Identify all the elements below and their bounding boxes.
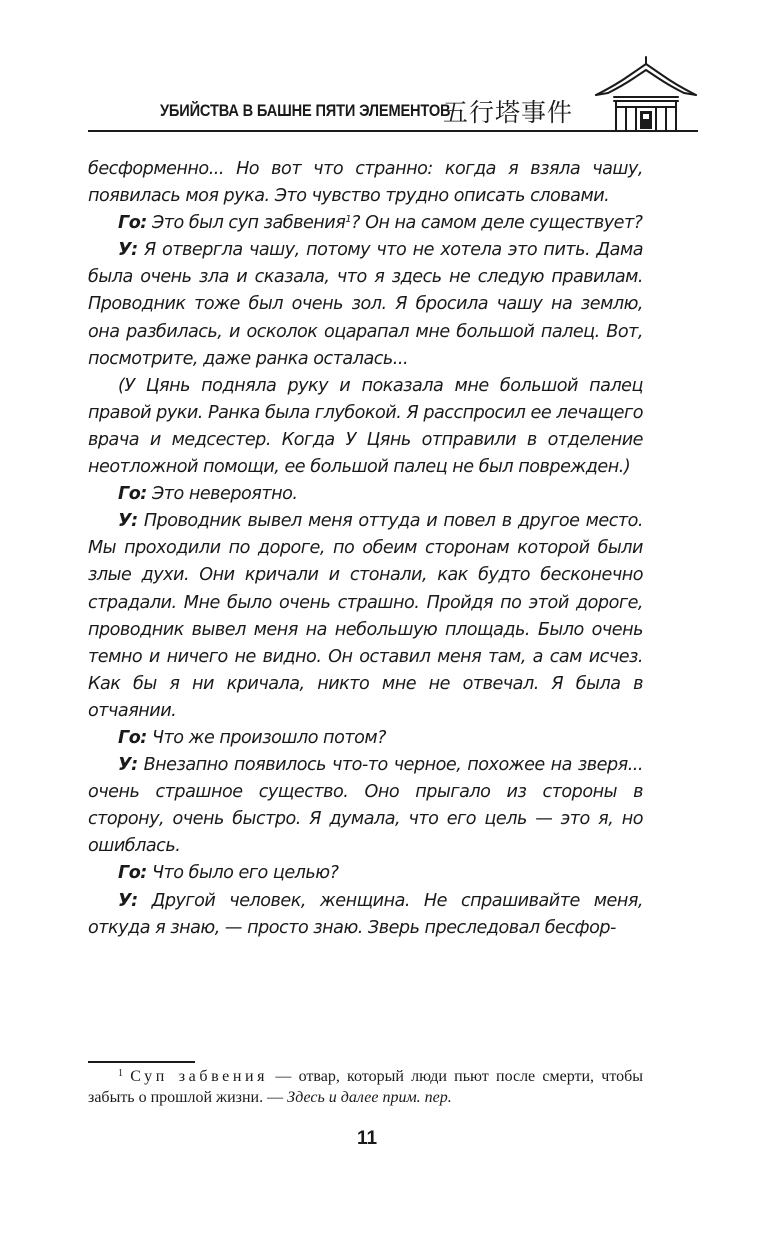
speaker-label: Го:: [118, 727, 147, 748]
pagoda-icon: [592, 55, 700, 133]
header-rule: [88, 130, 698, 132]
paragraph: [88, 481, 643, 508]
footnote-term: Суп забвения: [130, 1068, 269, 1085]
dialogue-text: Что же произошло потом?: [151, 727, 386, 748]
dialogue-text: Это невероятно.: [151, 484, 298, 505]
paragraph: бесформенно... Но вот что странно: когда я взяла чашу, появилась моя рука. Это чувство трудно описать словами.: [88, 159, 643, 207]
page-number: 11: [356, 1128, 378, 1149]
speaker-label: У:: [118, 755, 138, 776]
speaker-label: Го:: [118, 484, 147, 505]
body-text: [88, 156, 643, 942]
speaker-label: Го:: [118, 863, 147, 884]
dialogue-text: Что было его целью?: [151, 863, 339, 884]
running-header: [0, 0, 768, 140]
paragraph: [88, 237, 643, 372]
dialogue-text: Внезапно появилось что-то черное, похожее на зверя... очень страшное существо. Оно прыгало из стороны в сторону, очень быстро. Я думала, что его цель — это я, но ошиблась.: [88, 755, 643, 857]
paragraph: [88, 725, 643, 752]
footnote-number: 1: [118, 1068, 123, 1079]
speaker-label: У:: [118, 240, 138, 261]
dialogue-text: ? Он на самом деле существует?: [351, 213, 643, 234]
speaker-label: У:: [118, 890, 138, 911]
footnote-text: — отвар, который люди пьют после смерти, чтобы забыть о прошлой жизни. —: [88, 1068, 644, 1106]
footnote: [88, 1067, 643, 1108]
speaker-label: Го:: [118, 213, 147, 234]
book-title: УБИЙСТВА В БАШНЕ ПЯТИ ЭЛЕМЕНТОВ: [160, 101, 451, 120]
paragraph: [88, 210, 643, 237]
dialogue-text: Я отвергла чашу, потому что не хотела это пить. Дама была очень зла и сказала, что я здесь не следую правилам. Проводник тоже был очень зол. Я бросила чашу на землю, она разбилась, и осколок оцарапал мне большой палец. Вот, посмотрите, даже ранка осталась...: [88, 240, 643, 369]
paragraph: [88, 508, 643, 725]
paragraph: [88, 752, 643, 860]
paragraph: (У Цянь подняла руку и показала мне большой палец правой руки. Ранка была глубокой. Я расспросил ее лечащего врача и медсестер. Когда У Цянь отправили в отделение неотложной помощи, ее большой палец не был поврежден.): [88, 375, 643, 478]
footnote-rule: [88, 1061, 195, 1063]
translator-note: Здесь и далее прим. пер.: [287, 1088, 452, 1106]
dialogue-text: Это был суп забвения: [151, 213, 346, 234]
paragraph: [88, 860, 643, 887]
footnote-reference: 1: [345, 214, 352, 226]
speaker-label: У:: [118, 511, 138, 532]
book-title-chinese: 五行塔事件: [443, 98, 574, 127]
paragraph: [88, 888, 643, 942]
dialogue-text: Другой человек, женщина. Не спрашивайте меня, откуда я знаю, — просто знаю. Зверь преследовал бесфор-: [88, 890, 644, 938]
dialogue-text: Проводник вывел меня оттуда и повел в другое место. Мы проходили по дороге, по обеим сторонам которой были злые духи. Они кричали и стонали, как будто бесконечно страдали. Мне было очень страшно. Пройдя по этой дороге, проводник вывел меня на небольшую площадь. Было очень темно и ничего не видно. Он оставил меня там, а сам исчез. Как бы я ни кричала, никто мне не отвечал. Я была в отчаянии.: [88, 511, 643, 721]
